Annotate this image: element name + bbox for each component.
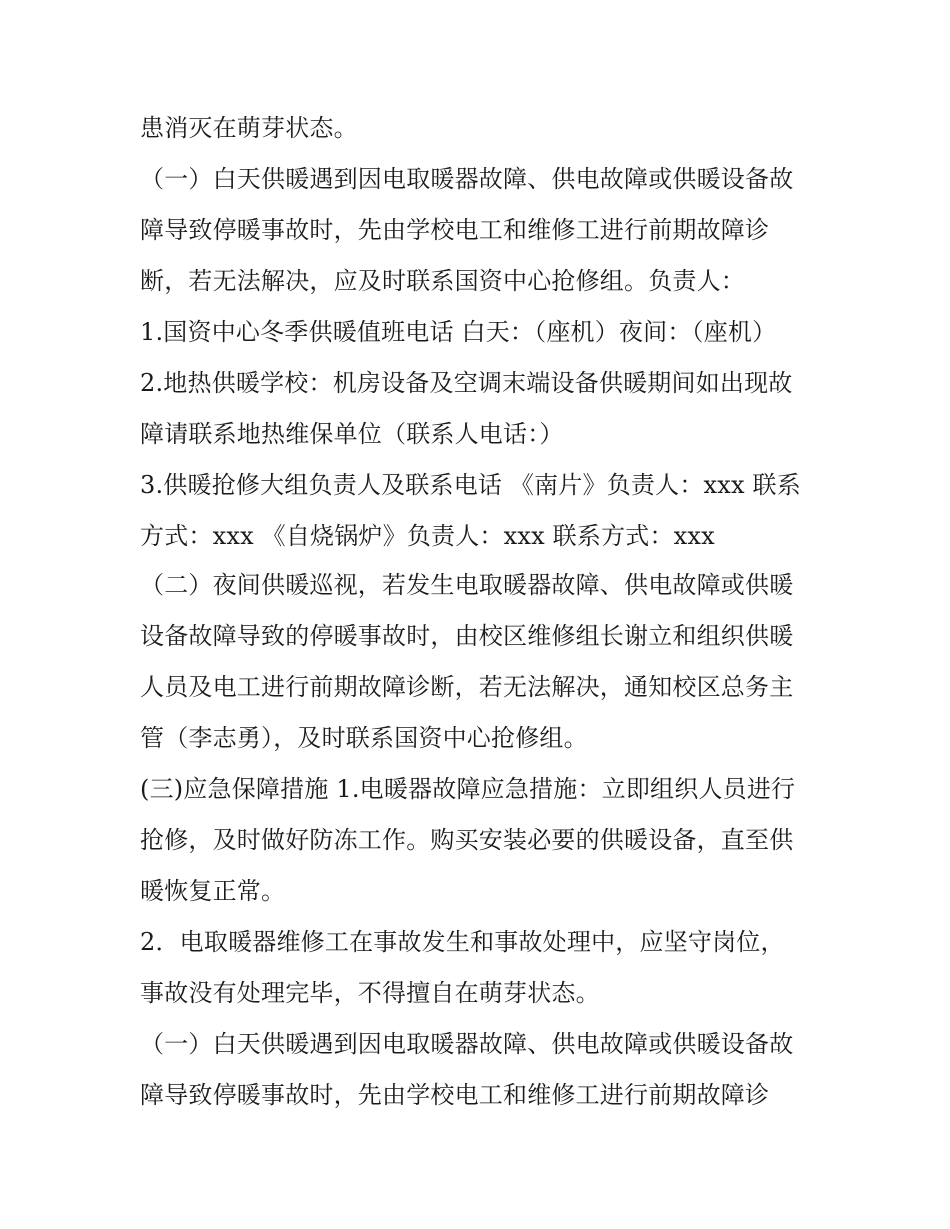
text-line: 3.供暖抢修大组负责人及联系电话 《南片》负责人：xxx 联系 [140, 471, 801, 499]
text-line: 事故没有处理完毕，不得擅自在萌芽状态。 [140, 979, 600, 1007]
text-line: 暖恢复正常。 [140, 877, 286, 905]
text-line: （二）夜间供暖巡视，若发生电取暖器故障、供电故障或供暖 [140, 571, 794, 599]
text-line: 方式：xxx 《自烧锅炉》负责人：xxx 联系方式：xxx [140, 522, 715, 550]
text-line: 2．电取暖器维修工在事故发生和事故处理中，应坚守岗位， [140, 928, 785, 956]
text-line: 患消灭在萌芽状态。 [140, 114, 358, 142]
text-line: 障请联系地热维保单位（联系人电话：） [140, 420, 564, 448]
text-line: 1.国资中心冬季供暖值班电话 白天：（座机）夜间：（座机） [140, 318, 777, 346]
text-line: （一）白天供暖遇到因电取暖器故障、供电故障或供暖设备故 [140, 1030, 794, 1058]
text-line: (三)应急保障措施 1.电暖器故障应急措施：立即组织人员进行 [140, 775, 796, 803]
text-line: 断，若无法解决，应及时联系国资中心抢修组。负责人： [140, 267, 745, 295]
text-line: 人员及电工进行前期故障诊断，若无法解决，通知校区总务主 [140, 673, 794, 701]
text-line: 抢修，及时做好防冻工作。购买安装必要的供暖设备，直至供 [140, 826, 794, 854]
text-line: 2.地热供暖学校：机房设备及空调末端设备供暖期间如出现故 [140, 369, 793, 397]
text-line: （一）白天供暖遇到因电取暖器故障、供电故障或供暖设备故 [140, 165, 794, 193]
text-line: 障导致停暖事故时，先由学校电工和维修工进行前期故障诊 [140, 1081, 770, 1109]
text-line: 管（李志勇），及时联系国资中心抢修组。 [140, 724, 588, 752]
text-line: 设备故障导致的停暖事故时，由校区维修组长谢立和组织供暖 [140, 622, 794, 650]
text-line: 障导致停暖事故时，先由学校电工和维修工进行前期故障诊 [140, 216, 770, 244]
